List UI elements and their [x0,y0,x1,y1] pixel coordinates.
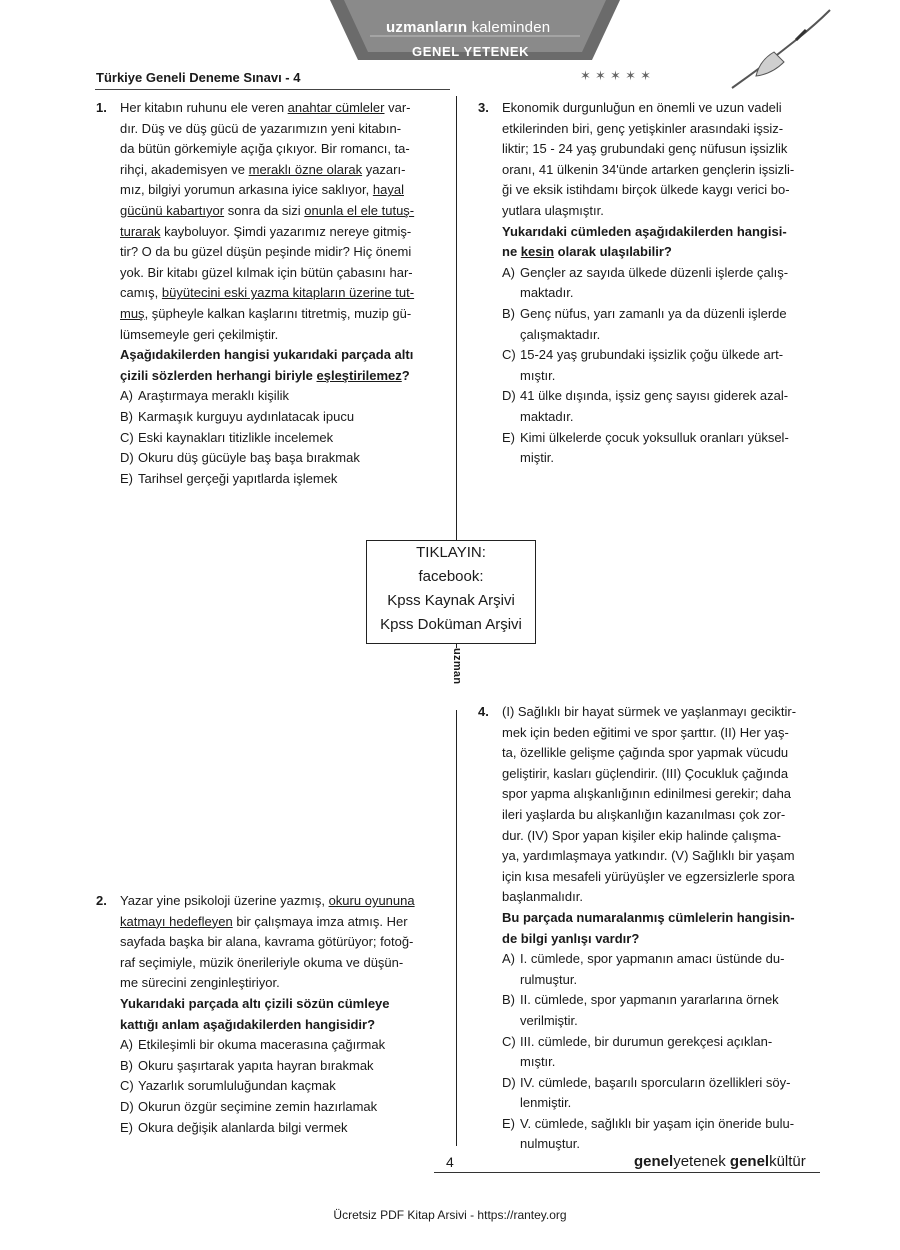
question-passage [120,98,442,345]
answer-option[interactable] [120,1076,442,1097]
option-letter: C) [120,1078,134,1094]
passage-line: Her kitabın ruhunu ele veren anahtar cümleler var- [120,100,411,115]
question-1 [96,98,442,489]
passage-line: (I) Sağlıklı bir hayat sürmek ve yaşlanmayı geciktir- [502,704,797,719]
promo-line: Kpss Doküman Arşivi [380,616,522,633]
passage-line: turarak kayboluyor. Şimdi yazarımız nereye gitmiş- [120,223,412,239]
option-text: Okura değişik alanlarda bilgi vermek [138,1119,348,1135]
underlined-phrase: onunla el ele tutuş- [304,202,415,218]
passage-line: mız, bilgiyi yorumun arkasına iyice saklıyor, hayal [120,182,404,198]
answer-options [502,263,824,469]
underlined-phrase: okuru oyununa [328,893,415,908]
option-text-continued: maktadır. [520,408,574,424]
option-text: Kimi ülkelerde çocuk yoksulluk oranları yüksel- [520,429,789,445]
passage-line: liktir; 15 - 24 yaş grubundaki genç nüfusun işsizlik [502,141,788,157]
option-text: Araştırmaya meraklı kişilik [138,388,289,404]
divider-logo: uzman [449,648,463,710]
option-text-continued: miştir. [520,450,554,466]
page-number: 4 [446,1154,454,1170]
answer-options [120,386,442,489]
answer-option[interactable] [120,407,442,428]
option-text-continued: maktadır. [520,285,574,301]
passage-line: dur. (IV) Spor yapan kişiler ekip halinde çalışma- [502,827,781,843]
passage-line: ği ve eksik istihdamı birçok ülkede kaygı verici bo- [502,182,790,198]
underlined-phrase: eşleştirilemez [316,367,402,383]
promo-line: facebook: [418,568,484,585]
answer-option[interactable] [502,345,824,386]
prompt-line: Bu parçada numaralanmış cümlelerin hangisin- [502,909,795,925]
underlined-phrase: gücünü kabartıyor [120,202,225,218]
answer-option[interactable] [120,1035,442,1056]
passage-line: mek için beden eğitimi ve spor şarttır. (II) Her yaş- [502,724,789,740]
option-text: Etkileşimli bir okuma macerasına çağırmak [138,1037,386,1053]
header-rule [95,89,450,90]
option-letter: B) [120,408,133,424]
answer-option[interactable] [120,448,442,469]
answer-option[interactable] [120,386,442,407]
passage-line: tir? O da bu güzel düşün peşinde midir? Hiç önemi [120,244,412,260]
passage-line: etkilerinden biri, genç yetişkinler arasındaki işsiz- [502,120,784,136]
option-letter: E) [120,1119,133,1135]
option-text: Okuru düş gücüyle baş başa bırakmak [138,450,360,466]
option-letter: A) [502,264,515,280]
prompt-line: Aşağıdakilerden hangisi yukarıdaki parçada altı [120,347,414,363]
option-letter: C) [502,347,516,363]
passage-line: rihçi, akademisyen ve meraklı özne olarak yazarı- [120,161,406,177]
prompt-line: de bilgi yanlışı vardır? [502,930,640,946]
passage-line: lümsemeyle geri çekilmiştir. [120,326,279,342]
underlined-phrase: hayal [372,182,404,198]
underlined-phrase: meraklı özne olarak [248,161,363,177]
footer-note[interactable]: Ücretsiz PDF Kitap Arsivi - https://rantey.org [333,1208,567,1222]
passage-line: ya, yardımlaşmaya yatkındır. (V) Sağlıklı bir yaşam [502,848,795,864]
passage-line: başlanmalıdır. [502,889,583,905]
answer-option[interactable] [120,1118,442,1139]
option-text: III. cümlede, bir durumun gerekçesi açıklan- [520,1033,773,1049]
banner-title: uzmanların kaleminden [386,19,551,36]
option-letter: D) [502,388,516,404]
option-text: Eski kaynakları titizlikle incelemek [138,429,334,445]
question-4 [478,702,824,1155]
option-text-continued: nulmuştur. [520,1136,580,1152]
question-prompt [502,222,824,263]
promo-line: TIKLAYIN: [416,544,486,561]
option-letter: B) [120,1057,133,1073]
prompt-line: Yukarıdaki parçada altı çizili sözün cümleye [120,995,390,1011]
option-letter: A) [120,388,133,404]
underlined-phrase: katmayı hedefleyen [120,913,233,929]
answer-option[interactable] [120,1097,442,1118]
answer-options [502,949,824,1155]
option-letter: E) [120,470,133,486]
banner-subtitle: GENEL YETENEK [412,44,530,59]
answer-option[interactable] [502,428,824,469]
passage-line: da bütün görkemiyle açığa çıkıyor. Bir romancı, ta- [120,141,410,157]
option-letter: C) [502,1033,516,1049]
option-text: Yazarlık sorumluluğundan kaçmak [138,1078,336,1094]
question-2 [96,891,442,1138]
underlined-phrase: anahtar cümleler [287,100,385,115]
option-text-continued: lenmiştir. [520,1095,572,1111]
answer-option[interactable] [502,304,824,345]
question-prompt [502,908,824,949]
answer-option[interactable] [502,263,824,304]
option-letter: A) [502,951,515,967]
answer-option[interactable] [120,1056,442,1077]
underlined-phrase: turarak [120,223,161,239]
prompt-line: Yukarıdaki cümleden aşağıdakilerden hangisi- [502,223,787,239]
option-letter: B) [502,305,515,321]
option-text: Tarihsel gerçeği yapıtlarda işlemek [138,470,338,486]
svg-text:✶ ✶ ✶ ✶ ✶: ✶ ✶ ✶ ✶ ✶ [580,69,651,82]
underlined-phrase: büyütecini eski yazma kitapların üzerine tut- [161,285,415,301]
question-body [502,98,824,469]
footer-rule [434,1172,820,1173]
answer-options [120,1035,442,1138]
promo-line: Kpss Kaynak Arşivi [387,592,515,609]
answer-option[interactable] [502,1073,824,1114]
option-letter: E) [502,429,515,445]
footer-brand: genelyetenek genelkültür [634,1153,806,1170]
answer-option[interactable] [502,949,824,990]
passage-line: Ekonomik durgunluğun en önemli ve uzun vadeli [502,100,782,115]
option-text-continued: çalışmaktadır. [520,326,601,342]
underlined-phrase: muş [120,305,145,321]
question-body [120,98,442,489]
passage-line: katmayı hedefleyen bir çalışmaya imza atmış. Her [120,913,408,929]
answer-option[interactable] [120,469,442,490]
passage-line: sayfada başka bir alana, kavrama götürüyor; fotoğ- [120,934,414,950]
promo-box[interactable] [366,540,536,644]
option-text: Okurun özgür seçimine zemin hazırlamak [138,1098,378,1114]
passage-line: yutlara ulaşmıştır. [502,202,604,218]
question-number: 3. [478,100,489,115]
option-text: Gençler az sayıda ülkede düzenli işlerde çalış- [520,264,789,280]
option-text: IV. cümlede, başarılı sporcuların özellikleri söy- [520,1074,791,1090]
passage-line: oranı, 41 ülkenin 34'ünde artarken gençlerin işsizli- [502,161,795,177]
question-prompt [120,994,442,1035]
answer-option[interactable] [502,990,824,1031]
passage-line: me sürecini zenginleştiriyor. [120,975,280,991]
option-text: II. cümlede, spor yapmanın yararlarına örnek [520,992,779,1008]
option-letter: A) [120,1037,133,1053]
question-prompt [120,345,442,386]
question-body [120,891,442,1138]
option-letter: B) [502,992,515,1008]
answer-option[interactable] [120,428,442,449]
answer-option[interactable] [502,1114,824,1155]
question-passage [502,98,824,222]
question-number: 1. [96,100,107,115]
passage-line: raf seçimiyle, müzik önerileriyle okuma ve düşün- [120,954,404,970]
option-text-continued: mıştır. [520,1054,556,1070]
question-passage [502,702,824,908]
exam-title: Türkiye Geneli Deneme Sınavı - 4 [96,70,301,85]
passage-line: spor yapma alışkanlığının edinilmesi gerekir; daha [502,786,792,802]
option-text-continued: verilmiştir. [520,1012,578,1028]
option-text: V. cümlede, sağlıklı bir yaşam için öneride bulu- [520,1115,795,1131]
underlined-phrase: kesin [520,244,555,260]
option-letter: C) [120,429,134,445]
option-letter: E) [502,1115,515,1131]
option-text: Okuru şaşırtarak yapıta hayran bırakmak [138,1057,374,1073]
option-text: Karmaşık kurguyu aydınlatacak ipucu [138,408,355,424]
question-3 [478,98,824,469]
question-number: 4. [478,704,489,719]
prompt-line: çizili sözlerden herhangi biriyle eşleştirilemez? [120,367,410,383]
question-body [502,702,824,1155]
option-text: 41 ülke dışında, işsiz genç sayısı giderek azal- [520,388,789,404]
prompt-line: ne kesin olarak ulaşılabilir? [502,244,672,260]
decorative-stars-icon [580,68,750,82]
prompt-line: kattığı anlam aşağıdakilerden hangisidir? [120,1016,376,1032]
answer-option[interactable] [502,386,824,427]
passage-line: dır. Düş ve düş gücü de yazarımızın yeni kitabın- [120,120,402,136]
option-letter: D) [120,1098,134,1114]
option-text: Genç nüfus, yarı zamanlı ya da düzenli işlerde [520,305,787,321]
option-text-continued: mıştır. [520,367,556,383]
passage-line: gücünü kabartıyor sonra da sizi onunla el ele tutuş- [120,202,415,218]
passage-line: muş, şüpheyle kalkan kaşlarını titretmiş, muzip gü- [120,305,412,321]
option-text: I. cümlede, spor yapmanın amacı üstünde du- [520,951,785,967]
option-letter: D) [502,1074,516,1090]
passage-line: Yazar yine psikoloji üzerine yazmış, okuru oyununa [120,893,415,908]
question-number: 2. [96,893,107,908]
passage-line: ta, özellikle gelişme çağında spor yapmak vücudu [502,745,789,761]
option-text-continued: rulmuştur. [520,971,578,987]
passage-line: camış, büyütecini eski yazma kitapların üzerine tut- [120,285,415,301]
passage-line: için kısa mesafeli yürüyüşler ve egzersizlerle spora [502,868,795,884]
question-passage [120,891,442,994]
passage-line: yok. Bir kitabı güzel kılmak için bütün çabasını har- [120,264,413,280]
passage-line: geliştirir, kasları güçlendirir. (III) Çocukluk çağında [502,765,789,781]
passage-line: ileri yaşlarda bu alışkanlığın kazanılması çok zor- [502,806,786,822]
option-text: 15-24 yaş grubundaki işsizlik çoğu ülkede art- [520,347,784,363]
option-letter: D) [120,450,134,466]
answer-option[interactable] [502,1032,824,1073]
header-banner [330,0,620,60]
